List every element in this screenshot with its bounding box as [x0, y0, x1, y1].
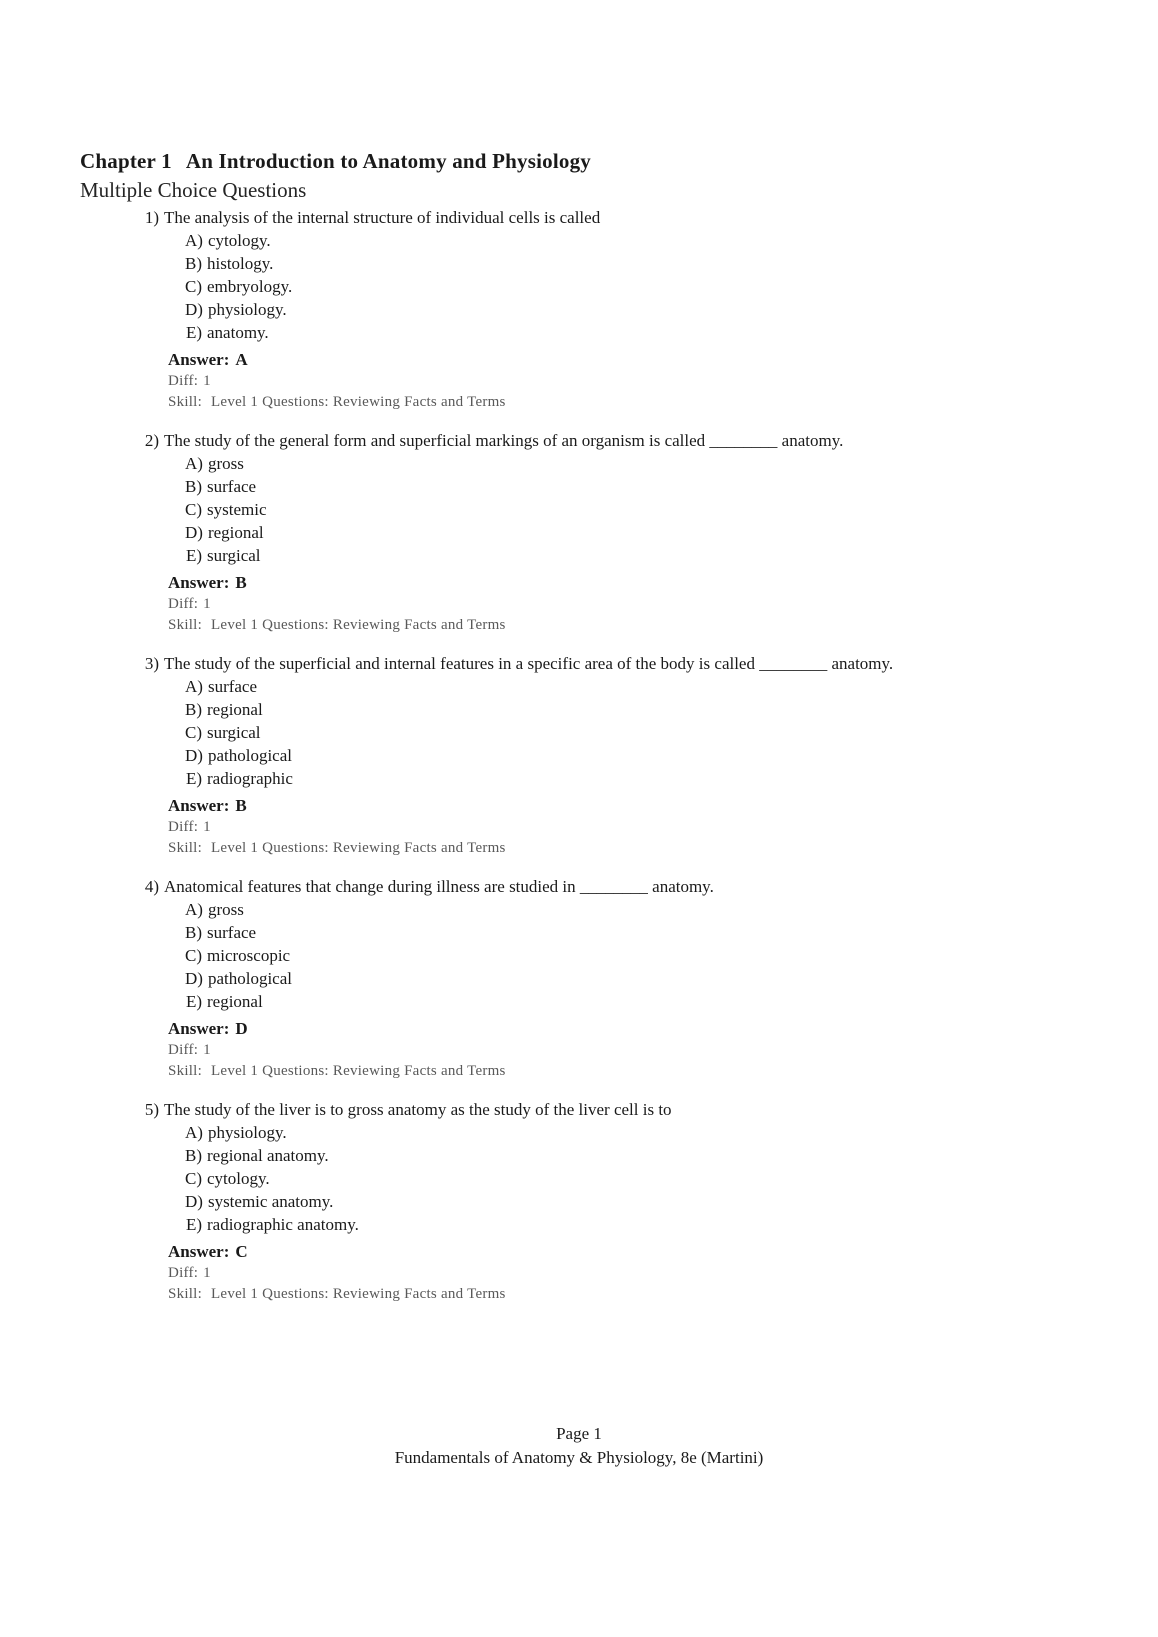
choice-letter: E) [185, 323, 202, 342]
choice-letter: C) [185, 500, 202, 519]
choice-row [80, 898, 1098, 921]
question-number: 4) [144, 877, 159, 896]
diff-line [80, 1263, 1098, 1284]
choice-letter: A) [185, 231, 203, 250]
skill-value: Level 1 Questions: Reviewing Facts and Terms [211, 1063, 506, 1079]
diff-value: 1 [203, 1042, 211, 1058]
choices-list [80, 898, 1098, 1013]
question-line [80, 875, 1098, 898]
choice-text: embryology. [207, 277, 293, 296]
question-number: 2) [144, 431, 159, 450]
skill-line [80, 615, 1098, 636]
question-line [80, 206, 1098, 229]
diff-value: 1 [203, 1265, 211, 1281]
choice-letter: B) [185, 923, 202, 942]
diff-label: Diff: [168, 596, 199, 612]
choice-text: radiographic anatomy. [207, 1215, 359, 1234]
choice-row [80, 321, 1098, 344]
choice-row [80, 275, 1098, 298]
choice-letter: E) [185, 769, 202, 788]
choice-row [80, 744, 1098, 767]
choices-list [80, 229, 1098, 344]
choice-text: physiology. [207, 1123, 287, 1142]
choice-letter: E) [185, 546, 202, 565]
page-footer [0, 1422, 1158, 1470]
choice-row [80, 475, 1098, 498]
answer-label: Answer: [168, 796, 230, 815]
question-line [80, 1098, 1098, 1121]
diff-value: 1 [203, 596, 211, 612]
answer-line [80, 1240, 1098, 1263]
diff-line [80, 1040, 1098, 1061]
choice-row [80, 521, 1098, 544]
choice-text: surface [207, 477, 257, 496]
answer-value: D [235, 1019, 248, 1038]
skill-value: Level 1 Questions: Reviewing Facts and Terms [211, 1286, 506, 1302]
choice-text: cytology. [207, 231, 271, 250]
skill-value: Level 1 Questions: Reviewing Facts and Terms [211, 617, 506, 633]
choice-text: surgical [207, 546, 261, 565]
choice-letter: D) [185, 746, 203, 765]
diff-value: 1 [203, 373, 211, 389]
skill-value: Level 1 Questions: Reviewing Facts and Terms [211, 394, 506, 410]
diff-label: Diff: [168, 1042, 199, 1058]
diff-line [80, 594, 1098, 615]
choices-list [80, 452, 1098, 567]
question-text: The study of the liver is to gross anatomy as the study of the liver cell is to [164, 1100, 672, 1119]
choice-row [80, 675, 1098, 698]
answer-value: B [235, 573, 247, 592]
choice-letter: C) [185, 946, 202, 965]
chapter-title [80, 148, 1098, 175]
question-text: The study of the superficial and internal features in a specific area of the body is called ________ anatomy. [164, 654, 894, 673]
question-text: The analysis of the internal structure of individual cells is called [164, 208, 601, 227]
choice-text: regional [207, 523, 264, 542]
choice-row [80, 1190, 1098, 1213]
choice-row [80, 298, 1098, 321]
choice-letter: E) [185, 992, 202, 1011]
skill-label: Skill: [168, 1063, 203, 1079]
choice-row [80, 967, 1098, 990]
diff-label: Diff: [168, 819, 199, 835]
diff-label: Diff: [168, 1265, 199, 1281]
answer-line [80, 348, 1098, 371]
answer-label: Answer: [168, 573, 230, 592]
choice-row [80, 767, 1098, 790]
choice-text: histology. [207, 254, 274, 273]
choice-text: systemic anatomy. [207, 1192, 334, 1211]
choice-letter: A) [185, 900, 203, 919]
answer-value: B [235, 796, 247, 815]
choice-letter: B) [185, 700, 202, 719]
choice-row [80, 1121, 1098, 1144]
choice-letter: C) [185, 277, 202, 296]
skill-line [80, 1284, 1098, 1305]
answer-value: C [235, 1242, 248, 1261]
question-number: 5) [144, 1100, 159, 1119]
choice-text: pathological [207, 746, 292, 765]
choice-row [80, 252, 1098, 275]
questions-list [80, 206, 1098, 1305]
page-number: Page 1 [556, 1424, 602, 1443]
choice-letter: A) [185, 1123, 203, 1142]
skill-label: Skill: [168, 394, 203, 410]
question-line [80, 652, 1098, 675]
answer-line [80, 794, 1098, 817]
question-line [80, 429, 1098, 452]
choice-row [80, 544, 1098, 567]
choice-letter: D) [185, 523, 203, 542]
answer-label: Answer: [168, 1019, 230, 1038]
choice-text: surface [207, 677, 258, 696]
chapter-name: An Introduction to Anatomy and Physiology [185, 149, 591, 173]
choice-text: cytology. [207, 1169, 270, 1188]
answer-line [80, 1017, 1098, 1040]
choice-text: gross [207, 454, 244, 473]
choice-letter: B) [185, 254, 202, 273]
question-block [80, 206, 1098, 413]
diff-label: Diff: [168, 373, 199, 389]
skill-label: Skill: [168, 1286, 203, 1302]
choice-row [80, 921, 1098, 944]
choice-letter: A) [185, 677, 203, 696]
question-text: Anatomical features that change during illness are studied in ________ anatomy. [164, 877, 714, 896]
choice-text: physiology. [207, 300, 287, 319]
skill-line [80, 1061, 1098, 1082]
chapter-label: Chapter 1 [80, 149, 172, 173]
skill-value: Level 1 Questions: Reviewing Facts and Terms [211, 840, 506, 856]
choice-row [80, 698, 1098, 721]
question-block [80, 652, 1098, 859]
choice-letter: C) [185, 723, 202, 742]
choice-text: radiographic [207, 769, 293, 788]
choice-row [80, 721, 1098, 744]
choice-text: regional [207, 700, 263, 719]
choice-letter: E) [185, 1215, 202, 1234]
choice-letter: D) [185, 1192, 203, 1211]
question-text: The study of the general form and superficial markings of an organism is called ________ anatomy. [164, 431, 844, 450]
choice-row [80, 452, 1098, 475]
choice-text: surface [207, 923, 257, 942]
answer-label: Answer: [168, 1242, 230, 1261]
book-title: Fundamentals of Anatomy & Physiology, 8e (Martini) [394, 1448, 764, 1467]
answer-value: A [235, 350, 248, 369]
choices-list [80, 675, 1098, 790]
choice-text: surgical [207, 723, 261, 742]
choice-text: pathological [207, 969, 292, 988]
diff-value: 1 [203, 819, 211, 835]
skill-line [80, 838, 1098, 859]
skill-label: Skill: [168, 617, 203, 633]
question-block [80, 1098, 1098, 1305]
choices-list [80, 1121, 1098, 1236]
answer-line [80, 571, 1098, 594]
choice-text: gross [207, 900, 244, 919]
choice-row [80, 1213, 1098, 1236]
choice-letter: D) [185, 300, 203, 319]
question-block [80, 875, 1098, 1082]
choice-text: regional [207, 992, 263, 1011]
choice-row [80, 990, 1098, 1013]
choice-row [80, 229, 1098, 252]
choice-letter: A) [185, 454, 203, 473]
choice-text: microscopic [207, 946, 291, 965]
question-block [80, 429, 1098, 636]
choice-row [80, 498, 1098, 521]
choice-text: regional anatomy. [207, 1146, 329, 1165]
question-number: 3) [144, 654, 159, 673]
skill-label: Skill: [168, 840, 203, 856]
section-title: Multiple Choice Questions [80, 178, 307, 202]
diff-line [80, 817, 1098, 838]
choice-row [80, 944, 1098, 967]
choice-row [80, 1167, 1098, 1190]
choice-letter: B) [185, 1146, 202, 1165]
choice-row [80, 1144, 1098, 1167]
choice-text: systemic [207, 500, 267, 519]
diff-line [80, 371, 1098, 392]
answer-label: Answer: [168, 350, 230, 369]
question-number: 1) [144, 208, 159, 227]
choice-text: anatomy. [207, 323, 269, 342]
choice-letter: D) [185, 969, 203, 988]
choice-letter: C) [185, 1169, 202, 1188]
choice-letter: B) [185, 477, 202, 496]
skill-line [80, 392, 1098, 413]
